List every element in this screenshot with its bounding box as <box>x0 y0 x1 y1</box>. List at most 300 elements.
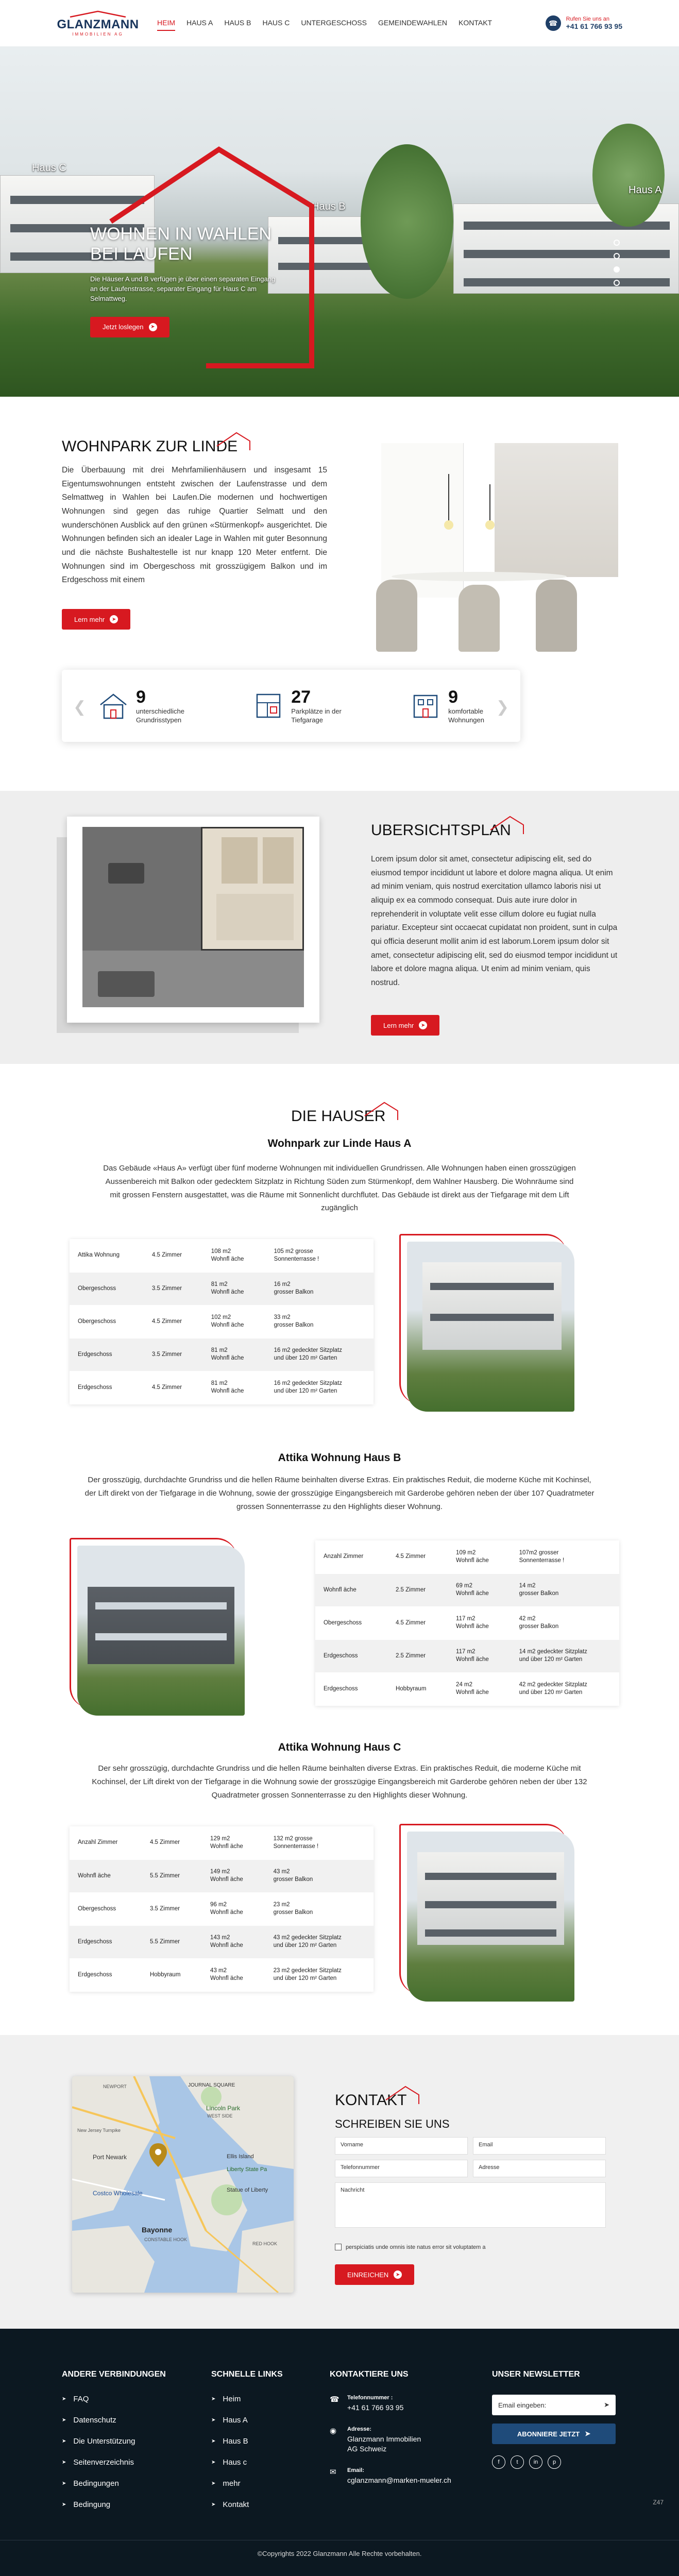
cell-text: Erdgeschoss <box>324 1685 358 1692</box>
haus-b-table <box>315 1540 619 1706</box>
table-cell <box>448 1573 511 1606</box>
cell-text: 117 m2 <box>456 1649 476 1655</box>
table-cell <box>70 1371 144 1404</box>
haus-c-text: Der sehr grosszügig, durchdachte Grundriss und die hellen Räume beinhalten diverse Extras. Ein praktisches Reduit, die moderne Küche mit Kochinsel, der Lift direkt von der Tiefgarage in die Wohnung sowie der grosszügige Eingangsbereich mit Garderobe gehören neben der über 132 Quadratmeter grossen Sonnenterrasse zu den Highlights dieser Wohnung. <box>92 1764 587 1800</box>
interior-kitchen <box>495 443 618 577</box>
slider-dot[interactable] <box>614 280 620 286</box>
cell-text: Obergeschoss <box>78 1905 116 1912</box>
table-cell <box>315 1672 387 1705</box>
cell-text: Wohnfl äche <box>210 1909 243 1916</box>
cell-text: 43 m2 <box>273 1869 290 1875</box>
map-label: RED HOOK <box>252 2241 278 2246</box>
contact-label: Adresse: <box>347 2426 372 2432</box>
table-cell <box>387 1540 448 1573</box>
newsletter-subscribe-button[interactable]: ABONNIERE JETZT ➤ <box>492 2424 616 2444</box>
footer-link[interactable]: ➤ FAQ <box>62 2395 89 2403</box>
cell-text: grosser Balkon <box>273 1909 313 1916</box>
submit-button[interactable]: EINREICHEN ➤ <box>335 2264 414 2285</box>
cell-text: 81 m2 <box>211 1281 228 1288</box>
roof-accent-icon <box>216 431 252 451</box>
arrow-right-icon: ➤ <box>149 323 157 331</box>
cell-text: Hobbyraum <box>149 1971 181 1978</box>
house-windows <box>425 1929 556 1937</box>
footer-link[interactable]: ➤ Haus B <box>211 2437 248 2446</box>
hero-cta-button[interactable]: Jetzt loslegen ➤ <box>90 317 169 337</box>
cell-text: Erdgeschoss <box>78 1351 112 1358</box>
location-map[interactable] <box>72 2076 294 2293</box>
logo-name: GLANZMANN <box>57 17 139 31</box>
nav-haus-c[interactable]: HAUS C <box>262 19 290 27</box>
nav-haus-b[interactable]: HAUS B <box>224 19 251 27</box>
stat-label: komfortable <box>448 707 484 715</box>
chevron-right-icon: ➤ <box>211 2460 216 2465</box>
table-cell <box>70 1925 142 1958</box>
logo[interactable] <box>59 10 137 37</box>
house-windows <box>95 1633 227 1640</box>
consent-row <box>335 2244 485 2250</box>
main-nav <box>157 15 492 31</box>
table-cell <box>203 1338 266 1371</box>
site-footer <box>0 2329 679 2576</box>
table-cell <box>203 1239 266 1272</box>
haus-b-rows <box>315 1540 619 1705</box>
interior-photo <box>361 443 618 657</box>
table-cell <box>70 1826 142 1859</box>
table-cell <box>144 1305 203 1338</box>
footer-phone[interactable] <box>330 2395 451 2413</box>
call-number[interactable]: +41 61 766 93 95 <box>566 22 622 30</box>
table-row <box>70 1239 374 1272</box>
cell-text: Erdgeschoss <box>78 1384 112 1391</box>
chevron-right-icon[interactable]: ❯ <box>496 699 509 716</box>
send-icon: ➤ <box>604 2401 609 2409</box>
table-row <box>315 1573 619 1606</box>
table-cell <box>448 1540 511 1573</box>
hero-window-band <box>464 278 670 286</box>
cell-text: 143 m2 <box>210 1935 230 1941</box>
cell-text: Wohnfl äche <box>211 1388 244 1394</box>
cell-text: 4.5 Zimmer <box>151 1318 182 1325</box>
cell-text: 2.5 Zimmer <box>395 1652 426 1659</box>
cell-text: Erdgeschoss <box>78 1938 112 1945</box>
footer-heading: SCHNELLE LINKS <box>211 2370 283 2379</box>
table-cell <box>511 1606 619 1639</box>
copyright: ©Copyrights 2022 Glanzmann Alle Rechte vorbehalten. <box>257 2550 422 2557</box>
consent-text: perspiciatis unde omnis iste natus error sit voluptatem a <box>346 2244 486 2250</box>
house-windows <box>430 1314 554 1321</box>
table-cell <box>448 1639 511 1672</box>
stat-number: 9 <box>448 687 459 707</box>
map-label: NEWPORT <box>103 2084 127 2089</box>
arrow-right-icon: ➤ <box>419 1021 427 1029</box>
cell-text: Wohnfl äche <box>210 1843 243 1850</box>
house-facade <box>88 1587 234 1664</box>
cell-text: Sonnenterrasse ! <box>274 1256 319 1262</box>
contact-value: Glanzmann Immobilien <box>347 2434 421 2443</box>
map-label: Liberty State Pa <box>227 2166 267 2173</box>
chevron-right-icon: ➤ <box>211 2417 216 2423</box>
wohnpark-text: Die Überbauung mit drei Mehrfamilienhäusern und insgesamt 15 Eigentumswohnungen entsteht zwischen der Laufenstrasse und dem Selmattweg in Wahlen bei Laufen.Die modernen und hochwertigen Wohnungen sind gegen das ruhige Quartier Selmatt und den wunderschönen Ausblick auf den grünen «Stürmenkopf» ausgerichtet. Die Wohnungen befinden sich an idealer Lage in Wahlen mit guter Besonnung und die nächste Bushaltestelle ist nur knapp 120 Meter entfernt. Die Wohnungen sind im Obergeschoss mit grosszügigem Balkon und im Erdgeschoss mit einem <box>62 466 327 585</box>
contact-label: Telefonnummer : <box>347 2395 393 2401</box>
cell-text: Wohnfl äche <box>211 1355 244 1361</box>
table-cell <box>202 1892 265 1925</box>
footer-col-quicklinks <box>211 2370 283 2521</box>
vorname-field[interactable]: Vorname <box>335 2137 468 2155</box>
nav-haus-a[interactable]: HAUS A <box>186 19 213 27</box>
map-label: Statue of Liberty <box>227 2187 268 2193</box>
cell-text: 3.5 Zimmer <box>149 1905 180 1912</box>
hero-text: Die Häuser A und B verfügen je über einen separaten Eingang an der Laufenstrasse, separater Eingang für Haus C am Selmattweg. <box>90 275 276 302</box>
footer-link[interactable]: ➤ Bedingungen <box>62 2479 119 2488</box>
hero-label-haus-b: Haus B <box>312 201 346 212</box>
table-cell <box>266 1305 374 1338</box>
uebersicht-more-button[interactable]: Lern mehr ➤ <box>371 1015 439 1036</box>
table-cell <box>202 1859 265 1892</box>
cell-text: 132 m2 grosse <box>273 1835 313 1842</box>
table-row <box>70 1925 374 1958</box>
logo-roof-icon <box>67 10 129 18</box>
table-cell <box>142 1892 202 1925</box>
pendant-lamp <box>448 474 449 520</box>
cell-text: 109 m2 <box>456 1549 476 1556</box>
table-row <box>70 1338 374 1371</box>
roof-accent-icon <box>489 815 525 835</box>
social-links <box>492 2455 616 2469</box>
map-label: JOURNAL SQUARE <box>188 2082 235 2088</box>
chair <box>376 580 417 652</box>
cell-text: Obergeschoss <box>324 1619 362 1626</box>
apartment-icon <box>410 690 441 721</box>
floor-plan-image <box>67 817 319 1023</box>
table-cell <box>144 1239 203 1272</box>
plan-living <box>216 894 294 940</box>
table-cell <box>448 1606 511 1639</box>
cell-text: Wohnfl äche <box>456 1689 489 1696</box>
house-facade <box>422 1262 562 1350</box>
stat-label: Parkplätze in der <box>291 707 342 715</box>
hero-tree <box>361 144 453 299</box>
table-cell <box>142 1925 202 1958</box>
footer-link[interactable]: ➤ Datenschutz <box>62 2416 116 2425</box>
table-cell <box>511 1639 619 1672</box>
table-cell <box>315 1540 387 1573</box>
table-row <box>315 1639 619 1672</box>
cell-text: grosser Balkon <box>519 1623 559 1630</box>
footer-col-newsletter <box>492 2370 616 2469</box>
cell-text: 108 m2 <box>211 1248 231 1255</box>
cell-text: 14 m2 gedeckter Sitzplatz <box>519 1649 587 1655</box>
cell-text: 23 m2 gedeckter Sitzplatz <box>273 1968 342 1974</box>
table-cell <box>70 1859 142 1892</box>
pendant-lamp-bulb <box>485 520 495 530</box>
pinterest-icon[interactable]: p <box>548 2455 561 2469</box>
table-cell <box>144 1272 203 1305</box>
plan-bed <box>263 837 294 884</box>
plan-sofa <box>98 971 155 997</box>
map-pin-icon[interactable] <box>149 2143 167 2167</box>
chevron-right-icon: ➤ <box>211 2438 216 2444</box>
haus-a-photo <box>407 1242 574 1412</box>
table-cell <box>448 1672 511 1705</box>
table-cell <box>203 1272 266 1305</box>
table-cell <box>203 1305 266 1338</box>
table-cell <box>387 1606 448 1639</box>
contact-label: Email: <box>347 2467 365 2473</box>
haus-c-rows <box>70 1826 374 1991</box>
nav-untergeschoss[interactable]: UNTERGESCHOSS <box>301 19 367 27</box>
map-label: Costco Wholesale <box>93 2190 143 2197</box>
chevron-right-icon: ➤ <box>62 2396 66 2402</box>
table-cell <box>266 1272 374 1305</box>
uebersicht-title: UBERSICHTSPLAN <box>371 822 511 839</box>
contact-value: +41 61 766 93 95 <box>347 2403 404 2412</box>
plan-bed <box>222 837 258 884</box>
cell-text: 4.5 Zimmer <box>149 1839 180 1846</box>
site-header <box>0 0 679 46</box>
chevron-right-icon: ➤ <box>62 2460 66 2465</box>
roof-accent-icon <box>364 1100 400 1121</box>
table-row <box>315 1540 619 1573</box>
cell-text: grosser Balkon <box>519 1590 559 1597</box>
table-cell <box>315 1606 387 1639</box>
stat-number: 9 <box>136 687 146 707</box>
cell-text: 117 m2 <box>456 1616 476 1622</box>
chevron-right-icon: ➤ <box>62 2481 66 2486</box>
footer-link[interactable]: ➤ Heim <box>211 2395 241 2403</box>
footer-top-link[interactable]: Z47 <box>653 2499 664 2506</box>
cell-text: Anzahl Zimmer <box>78 1839 118 1846</box>
table-cell <box>265 1925 374 1958</box>
cell-text: 149 m2 <box>210 1869 230 1875</box>
slider-dot-active[interactable] <box>614 266 620 273</box>
cell-text: Anzahl Zimmer <box>324 1553 364 1560</box>
table-row <box>70 1892 374 1925</box>
nav-gemeindewahlen[interactable]: GEMEINDEWAHLEN <box>378 19 448 27</box>
table-row <box>315 1606 619 1639</box>
call-box[interactable] <box>546 15 622 31</box>
cell-text: 33 m2 <box>274 1314 291 1321</box>
kontakt-title: KONTAKT <box>335 2092 406 2109</box>
twitter-icon[interactable]: t <box>511 2455 524 2469</box>
cell-text: 3.5 Zimmer <box>151 1351 182 1358</box>
table-cell <box>511 1540 619 1573</box>
cell-text: grosser Balkon <box>274 1289 314 1295</box>
cell-text: Wohnfl äche <box>324 1586 357 1593</box>
cell-text: Wohnfl äche <box>78 1872 111 1879</box>
map-label: Port Newark <box>93 2154 127 2161</box>
cell-text: Sonnenterrasse ! <box>273 1843 319 1850</box>
table-cell <box>511 1573 619 1606</box>
phone-icon: ☎ <box>546 15 561 31</box>
cell-text: 4.5 Zimmer <box>151 1252 182 1259</box>
linkedin-icon[interactable]: in <box>529 2455 542 2469</box>
table-cell <box>70 1892 142 1925</box>
map-label: Bayonne <box>142 2226 173 2234</box>
chair <box>536 580 577 652</box>
haus-b-text: Der grosszügig, durchdachte Grundriss und die hellen Räume beinhalten diverse Extras. Ein praktisches Reduit, die moderne Küche mit Kochinsel, der Lift direkt von der Tiefgarage in die Wohnung, sowie der grosszügige Eingangsbereich mit Garderobe gehören neben der über 107 Quadratmeter grossen Sonnenterrasse zu den Highlights dieser Wohnung. <box>84 1476 595 1511</box>
table-row <box>70 1305 374 1338</box>
table-cell <box>202 1826 265 1859</box>
table-row <box>70 1371 374 1404</box>
footer-heading: KONTAKTIERE UNS <box>330 2370 409 2379</box>
footer-heading: ANDERE VERBINDUNGEN <box>62 2370 166 2379</box>
nav-kontakt[interactable]: KONTAKT <box>459 19 493 27</box>
cell-text: 42 m2 <box>519 1616 536 1622</box>
cell-text: 2.5 Zimmer <box>395 1586 426 1593</box>
cell-text: und über 120 m² Garten <box>273 1942 337 1948</box>
pendant-lamp <box>489 484 490 520</box>
slider-dot[interactable] <box>614 253 620 259</box>
cell-text: 129 m2 <box>210 1835 230 1842</box>
hero-label-haus-a: Haus A <box>629 184 662 196</box>
stat-grundrisstypen <box>98 687 184 725</box>
cell-text: 16 m2 gedeckter Sitzplatz <box>274 1347 342 1354</box>
stat-label: unterschiedliche <box>136 707 184 715</box>
footer-col-kontakt <box>330 2370 451 2499</box>
phone-icon: ☎ <box>330 2395 340 2404</box>
chair <box>459 585 500 652</box>
stat-label: Wohnungen <box>448 716 484 724</box>
arrow-right-icon: ➤ <box>110 615 118 623</box>
cell-text: grosser Balkon <box>273 1876 313 1883</box>
cell-text: Erdgeschoss <box>324 1652 358 1659</box>
dining-table <box>392 572 567 581</box>
cell-text: 3.5 Zimmer <box>151 1285 182 1292</box>
facebook-icon[interactable]: f <box>492 2455 505 2469</box>
newsletter-email-input[interactable]: Email eingeben: ➤ <box>492 2395 616 2415</box>
adresse-field[interactable]: Adresse <box>473 2160 606 2177</box>
cell-text: 4.5 Zimmer <box>395 1553 426 1560</box>
table-cell <box>203 1371 266 1404</box>
table-cell <box>70 1305 144 1338</box>
table-row <box>70 1859 374 1892</box>
cell-text: und über 120 m² Garten <box>519 1689 583 1696</box>
cell-text: Wohnfl äche <box>456 1557 489 1564</box>
haus-c-title: Attika Wohnung Haus C <box>278 1741 401 1753</box>
house-windows <box>425 1873 556 1880</box>
table-cell <box>511 1672 619 1705</box>
house-plan-icon <box>98 690 129 721</box>
footer-link[interactable]: ➤ Bedingung <box>62 2500 111 2509</box>
telefon-field[interactable]: Telefonnummer <box>335 2160 468 2177</box>
footer-link[interactable]: ➤ Kontakt <box>211 2500 249 2509</box>
cell-text: und über 120 m² Garten <box>274 1355 337 1361</box>
roof-accent-icon <box>385 2084 421 2105</box>
hero-label-haus-c: Haus C <box>32 162 66 174</box>
table-cell <box>265 1892 374 1925</box>
footer-link[interactable]: ➤ Haus A <box>211 2416 248 2425</box>
call-label: Rufen Sie uns an <box>566 16 609 22</box>
nav-heim[interactable]: HEIM <box>157 15 175 31</box>
table-cell <box>387 1573 448 1606</box>
cell-text: Obergeschoss <box>78 1285 116 1292</box>
hero-window-band <box>464 250 670 258</box>
table-row <box>70 1272 374 1305</box>
map-label: WEST SIDE <box>207 2113 233 2119</box>
hero-title: WOHNEN IN WAHLEN BEI LAUFEN <box>90 224 271 264</box>
stat-label: Grundrisstypen <box>136 716 182 724</box>
chevron-right-icon: ➤ <box>211 2481 216 2486</box>
haus-b-title: Attika Wohnung Haus B <box>278 1452 401 1464</box>
haus-a-text: Das Gebäude «Haus A» verfügt über fünf moderne Wohnungen mit individuellen Grundrissen. Alle Wohnungen haben einen grosszügigen Aussenbereich mit Balkon oder gedecktem Sitzplatz in Richtung Süden zum Stürmenkopf, dem Wahlner Hausberg. Die Wohnräume sind mit grossen Fenstern ausgestattet, was die Räume mit Sonnenlicht durchflutet. Das Gebäude ist direkt aus der Tiefgarage mit dem Lift zugänglich <box>103 1164 576 1213</box>
nachricht-field[interactable]: Nachricht <box>335 2182 606 2228</box>
house-windows <box>430 1283 554 1290</box>
hero-slider-dots <box>614 240 620 286</box>
uebersicht-text: Lorem ipsum dolor sit amet, consectetur adipiscing elit, sed do eiusmod tempor incididunt ut labore et dolore magna aliqua. Ut enim ad minim veniam, quis nostrud exercitation ullamco laboris nisi ut aliquip ex ea commodo consequat. Duis aute irure dolor in reprehenderit in voluptate velit esse cillum dolore eu fugiat nulla pariatur. Excepteur sint occaecat cupidatat non proident, sunt in culpa qui officia deserunt mollit anim id est laborum.Lorem ipsum dolor sit amet, consectetur adipiscing elit, sed do eiusmod tempor incididunt ut labore et dolore magna aliqua. Ut enim ad minim veniam, quis nostrud. <box>371 855 618 987</box>
table-cell <box>142 1826 202 1859</box>
footer-link[interactable]: ➤ mehr <box>211 2479 241 2488</box>
building-blueprint-icon <box>253 690 284 721</box>
footer-address <box>330 2426 451 2454</box>
footer-link[interactable]: ➤ Die Unterstützung <box>62 2437 135 2446</box>
kontakt-subtitle: SCHREIBEN SIE UNS <box>335 2117 450 2130</box>
table-cell <box>144 1338 203 1371</box>
email-field[interactable]: Email <box>473 2137 606 2155</box>
cell-text: Wohnfl äche <box>456 1623 489 1630</box>
table-cell <box>266 1371 374 1404</box>
haus-a-title: Wohnpark zur Linde Haus A <box>267 1138 412 1149</box>
cell-text: und über 120 m² Garten <box>273 1975 337 1981</box>
hero-textbox <box>90 224 281 337</box>
table-cell <box>144 1371 203 1404</box>
cell-text: Wohnfl äche <box>210 1975 243 1981</box>
cell-text: 69 m2 <box>456 1583 473 1589</box>
cell-text: 16 m2 gedeckter Sitzplatz <box>274 1380 342 1387</box>
table-cell <box>266 1239 374 1272</box>
table-cell <box>70 1338 144 1371</box>
consent-checkbox[interactable] <box>335 2244 342 2250</box>
table-cell <box>70 1239 144 1272</box>
cell-text: 43 m2 gedeckter Sitzplatz <box>273 1935 342 1941</box>
chevron-right-icon: ➤ <box>62 2438 66 2444</box>
map-label: New Jersey Turnpike <box>77 2128 121 2133</box>
slider-dot[interactable] <box>614 240 620 246</box>
table-cell <box>266 1338 374 1371</box>
table-cell <box>142 1958 202 1991</box>
cell-text: Attika Wohnung <box>78 1252 120 1259</box>
chevron-left-icon[interactable]: ❮ <box>73 699 87 716</box>
footer-email[interactable] <box>330 2467 451 2485</box>
logo-subtitle: IMMOBILIEN AG <box>72 31 124 37</box>
stats-card <box>62 670 520 742</box>
cell-text: 16 m2 <box>274 1281 291 1288</box>
haus-c-table <box>70 1826 374 1992</box>
cell-text: Hobbyraum <box>395 1685 427 1692</box>
arrow-right-icon: ➤ <box>394 2270 402 2279</box>
table-row <box>315 1672 619 1705</box>
stat-number: 27 <box>291 687 311 707</box>
house-windows <box>425 1901 556 1908</box>
table-cell <box>387 1639 448 1672</box>
table-cell <box>142 1859 202 1892</box>
footer-link[interactable]: ➤ Haus c <box>211 2458 247 2467</box>
chevron-right-icon: ➤ <box>211 2502 216 2507</box>
cell-text: 4.5 Zimmer <box>151 1384 182 1391</box>
cell-text: 43 m2 <box>210 1968 227 1974</box>
wohnpark-more-button[interactable]: Lern mehr ➤ <box>62 609 130 630</box>
map-canvas <box>72 2076 294 2293</box>
wohnpark-title: WOHNPARK ZUR LINDE <box>62 438 237 455</box>
footer-link[interactable]: ➤ Seitenverzeichnis <box>62 2458 134 2467</box>
table-cell <box>265 1859 374 1892</box>
cell-text: 105 m2 grosse <box>274 1248 313 1255</box>
stat-label: Tiefgarage <box>291 716 323 724</box>
table-cell <box>315 1639 387 1672</box>
table-row <box>70 1958 374 1991</box>
hero-tree <box>592 124 665 227</box>
cell-text: 102 m2 <box>211 1314 231 1321</box>
chevron-right-icon: ➤ <box>62 2417 66 2423</box>
